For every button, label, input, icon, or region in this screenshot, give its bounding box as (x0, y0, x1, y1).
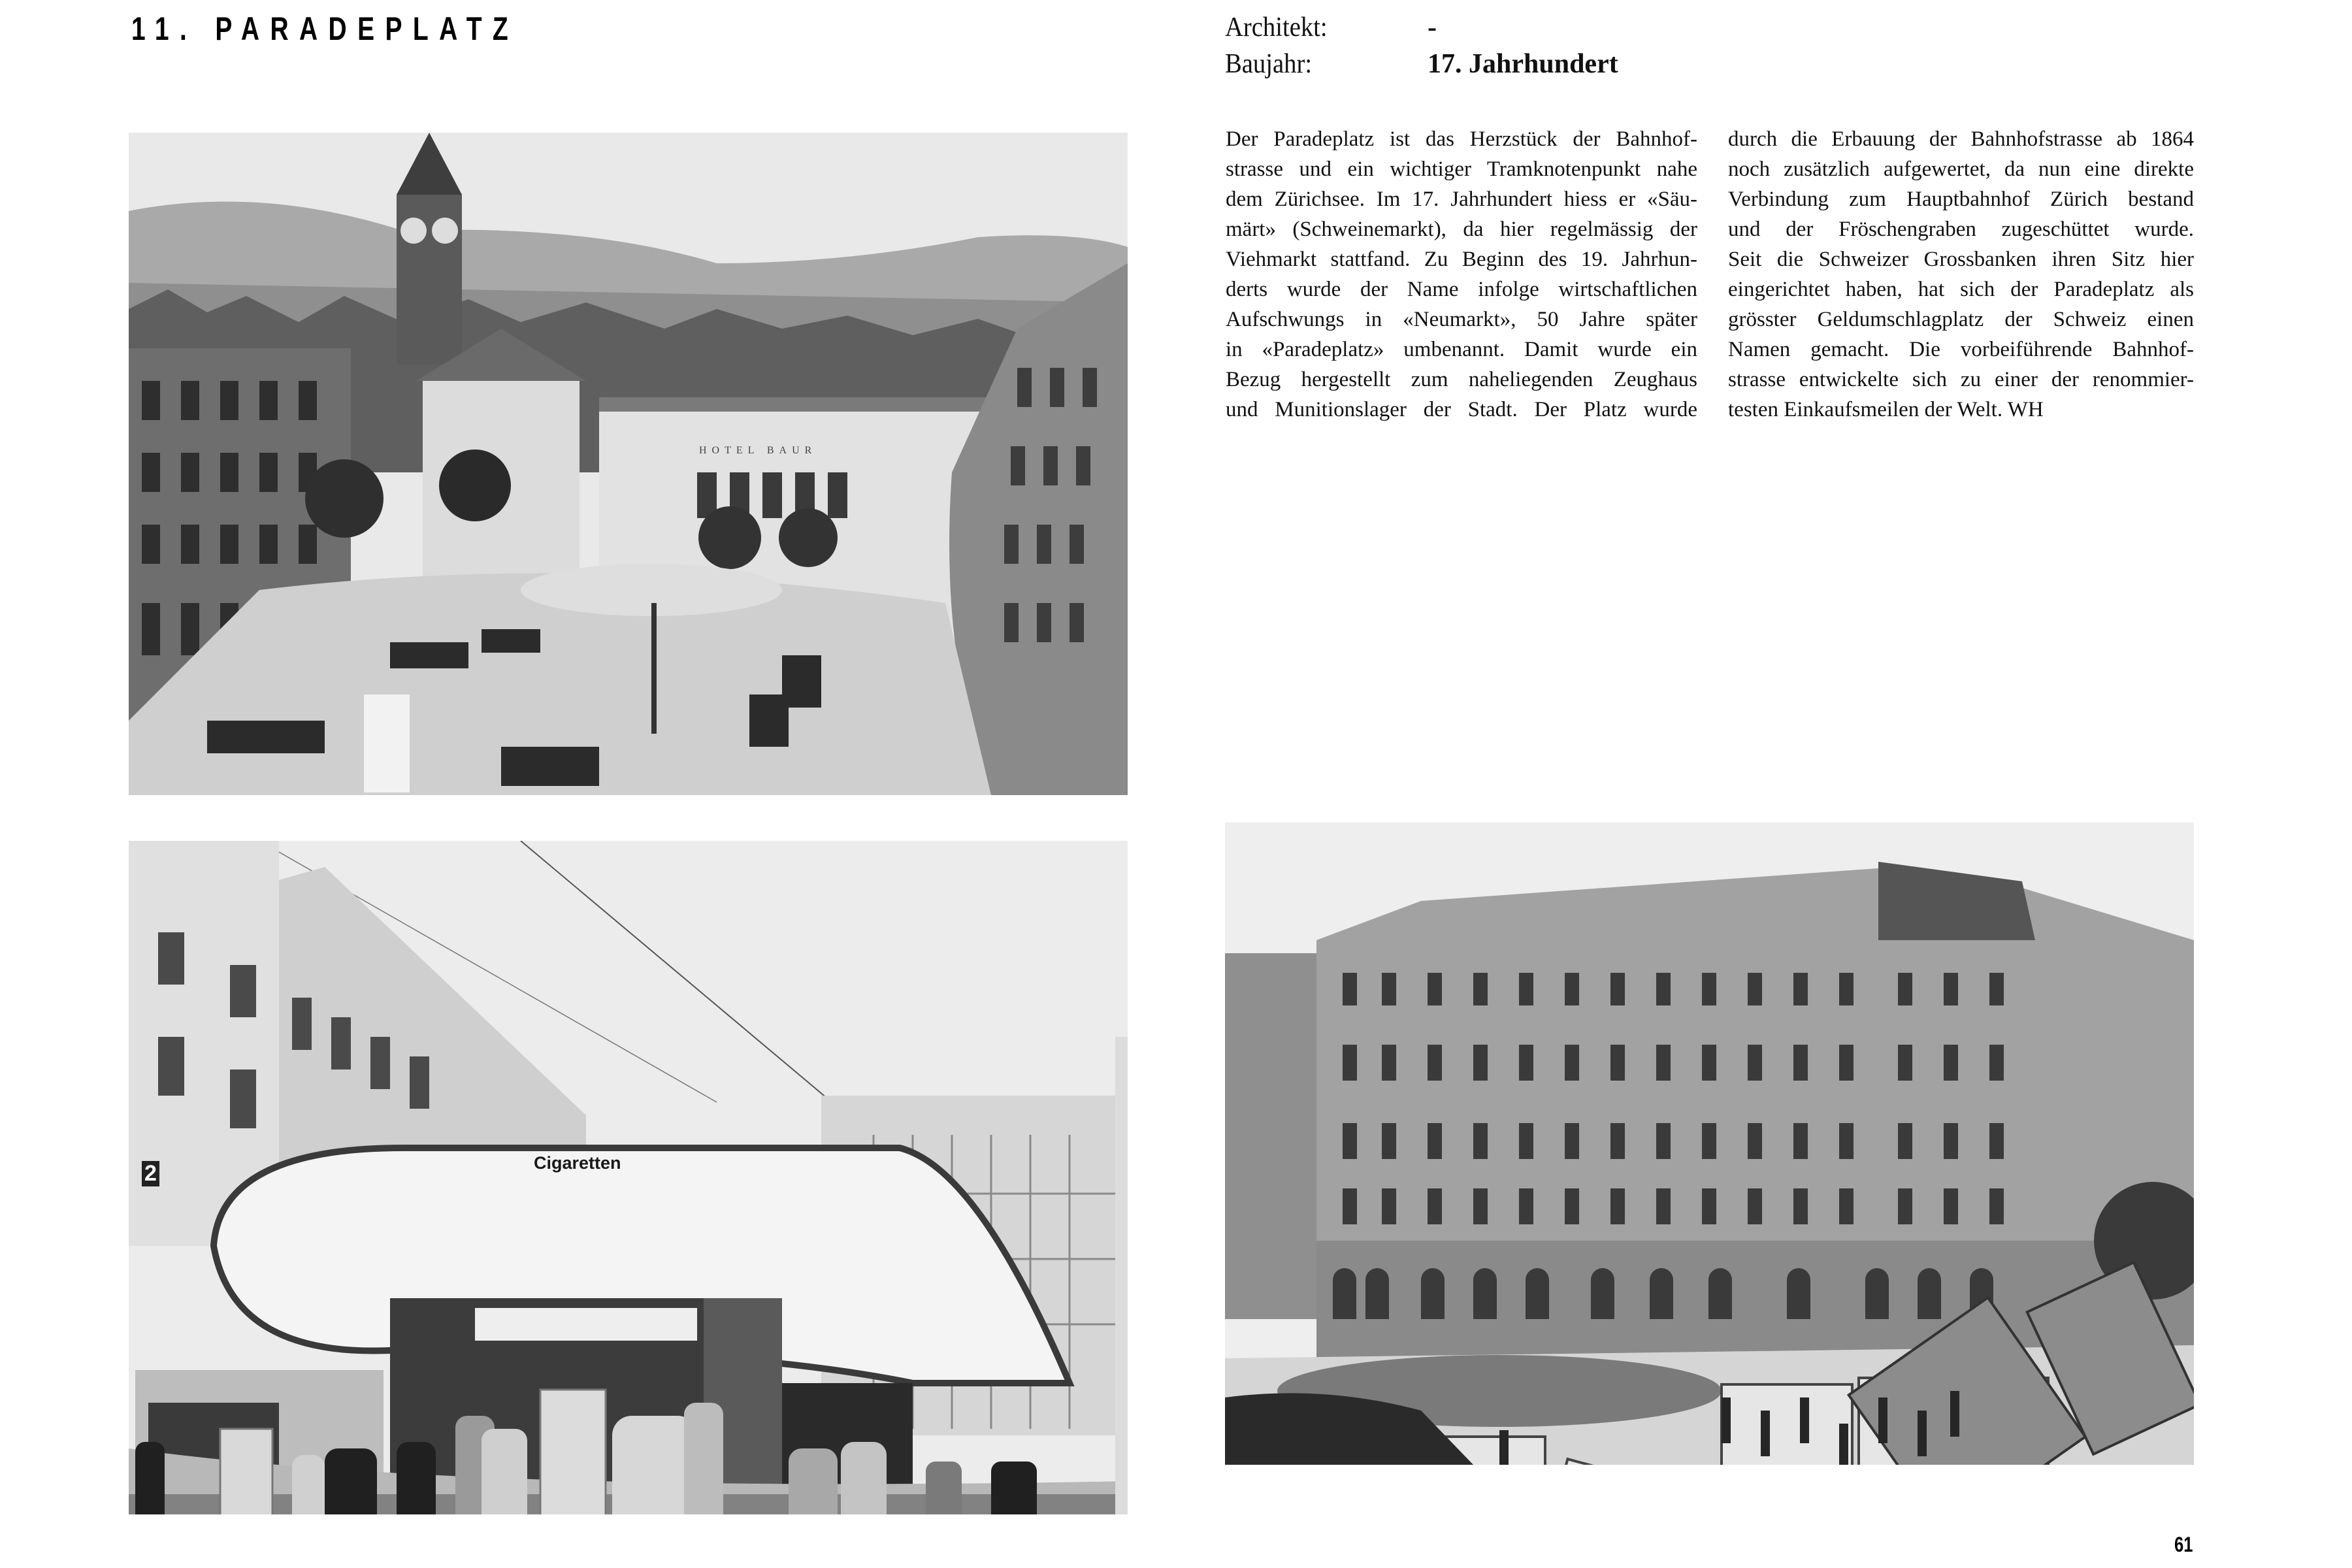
architect-value: - (1428, 12, 1437, 42)
cigaretten-sign: Cigaretten (534, 1153, 621, 1173)
text-line: strasse entwickelte sich zu einer der renommier- (1728, 368, 2194, 391)
meta-row-year (1225, 46, 1618, 82)
text-line: und der Fröschengraben zugeschüttet wurde. (1728, 218, 2194, 241)
text-line: Bezug hergestellt zum naheliegenden Zeughaus (1226, 368, 1697, 391)
page-number: 61 (2174, 1533, 2193, 1556)
text-line: derts wurde der Name infolge wirtschaftlichen (1226, 278, 1697, 301)
photo-historic-square (129, 133, 1128, 795)
text-line: dem Zürichsee. Im 17. Jahrhundert hiess er «Säu- (1226, 188, 1697, 211)
historic-square-image (129, 133, 1128, 795)
body-column-1 (1226, 124, 1697, 425)
photo-kiosk (129, 841, 1128, 1514)
hotel-baur-sign: HOTEL BAUR (699, 445, 817, 456)
photo-bank-building (1225, 823, 2194, 1465)
tram-line-number: 2 (142, 1161, 159, 1186)
body-column-2 (1728, 124, 2194, 425)
text-line: und Munitionslager der Stadt. Der Platz wurde (1226, 398, 1697, 421)
year-value: 17. Jahrhundert (1428, 49, 1618, 79)
bank-building-image (1225, 823, 2194, 1465)
architect-label: Architekt: (1225, 12, 1328, 42)
text-line: strasse und ein wichtiger Tramknotenpunkt nahe (1226, 157, 1697, 181)
text-line: in «Paradeplatz» umbenannt. Damit wurde ein (1226, 338, 1697, 361)
text-line: testen Einkaufsmeilen der Welt. WH (1728, 398, 2044, 421)
text-line: Der Paradeplatz ist das Herzstück der Bahnhof- (1226, 127, 1697, 151)
text-line: durch die Erbauung der Bahnhofstrasse ab 1864 (1728, 127, 2194, 151)
year-label: Baujahr: (1225, 49, 1313, 79)
building-meta (1225, 9, 1618, 82)
text-line: Viehmarkt stattfand. Zu Beginn des 19. Jahrhun- (1226, 248, 1697, 271)
page-title: 11. PARADEPLATZ (131, 10, 519, 47)
text-line: Namen gemacht. Die vorbeiführende Bahnhof- (1728, 338, 2194, 361)
meta-row-architect (1225, 9, 1618, 46)
text-line: Verbindung zum Hauptbahnhof Zürich bestand (1728, 188, 2194, 211)
text-line: märt» (Schweinemarkt), da hier regelmässig der (1226, 218, 1697, 241)
text-line: Aufschwungs in «Neumarkt», 50 Jahre später (1226, 308, 1697, 331)
kiosk-image (129, 841, 1128, 1514)
text-line: eingerichtet haben, hat sich der Paradeplatz als (1728, 278, 2194, 301)
text-line: noch zusätzlich aufgewertet, da nun eine direkte (1728, 157, 2194, 181)
text-line: Seit die Schweizer Grossbanken ihren Sitz hier (1728, 248, 2194, 271)
text-line: grösster Geldumschlagplatz der Schweiz einen (1728, 308, 2194, 331)
